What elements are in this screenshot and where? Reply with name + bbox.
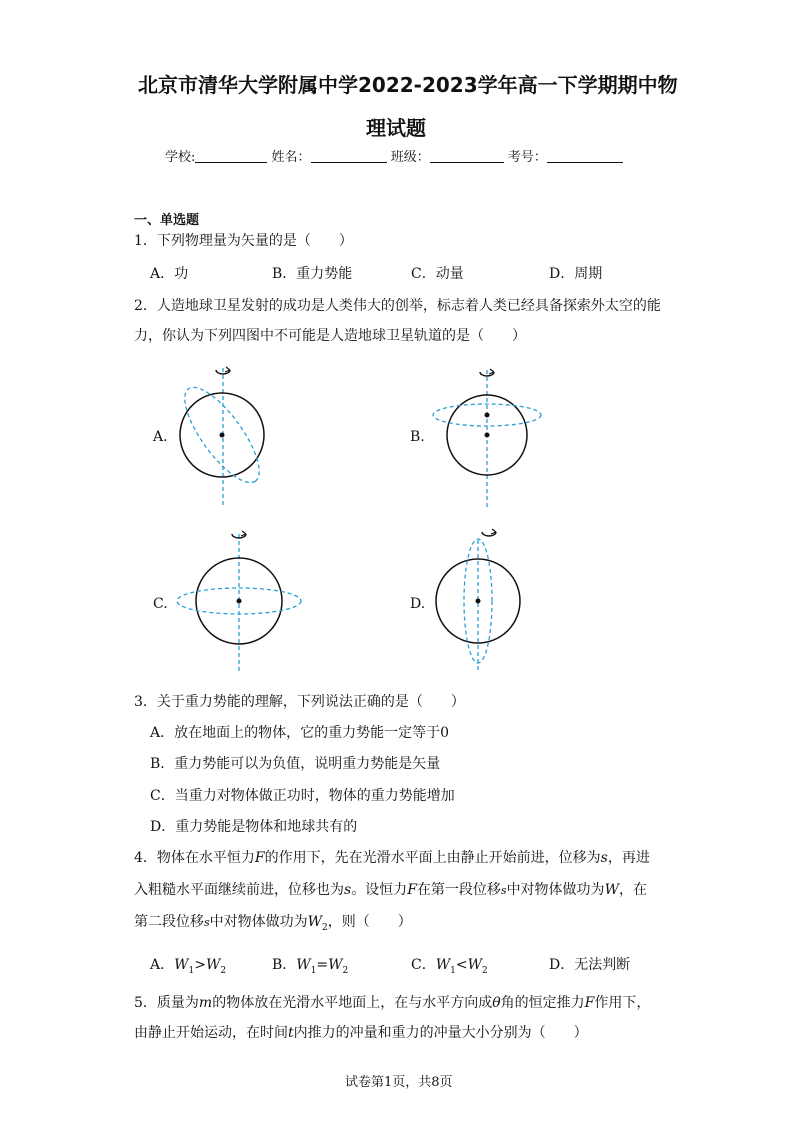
q5-l1d: 作用下， [594,995,651,1011]
q4-opt-a-label: A． [150,957,175,973]
q4-l1F: F [254,850,265,866]
q4-option-b [272,955,348,981]
q3-option-b: B．重力势能可以为负值，说明重力势能是矢量 [150,756,441,772]
q4-line-2 [134,880,647,901]
info-fields [165,146,623,165]
orbit-figure-a [170,358,280,513]
q5-line-2 [134,1023,588,1043]
q4-opt-c-label: C． [411,957,436,973]
fig-label-b: B. [410,429,425,445]
class-label: 班级： [390,150,430,165]
q1-option-a: A．功 [150,266,189,282]
q4-opt-a-w: W [174,957,189,973]
q4-option-d: D．无法判断 [549,957,631,973]
q4-opt-c-op: <W [455,957,482,973]
q5-l2b: 内推力的冲量和重力的冲量大小分别为（ ） [293,1025,588,1041]
q4-l3c: ，则（ ） [327,914,412,930]
q4-opt-b-sub2: 2 [342,965,349,976]
q4-opt-b-label: B． [272,957,297,973]
orbit-figure-b [430,365,545,515]
q5-line-1 [134,993,650,1013]
q4-l2s: s [344,882,352,898]
q4-l1c: ，再进 [607,850,650,866]
q4-l3a: 第二段位移 [134,914,204,930]
fig-label-c: C. [153,596,168,612]
q3-stem: 3．关于重力势能的理解，下列说法正确的是（ ） [134,694,465,710]
fig-label-a: A. [153,429,168,445]
q4-opt-b-w: W [296,957,311,973]
school-label: 学校: [165,150,196,165]
q1-option-d: D．周期 [549,266,603,282]
q3-option-c: C．当重力对物体做正功时，物体的重力势能增加 [150,788,455,804]
number-blank[interactable] [547,148,623,163]
q4-l2d: 中对物体做功为 [506,882,605,898]
q1-option-c: C．动量 [411,266,464,282]
q4-opt-a-sub1: 1 [188,965,195,976]
q5-l2t: t [288,1025,294,1041]
number-label: 考号： [507,150,547,165]
q4-line-3 [134,912,412,938]
q4-opt-c-sub1: 1 [450,965,456,976]
title-line-2: 理试题 [366,116,426,140]
q1-option-b: B．重力势能 [272,266,353,282]
orbit-figure-d [430,524,530,674]
q5-l1b: 的物体放在光滑水平地面上，在与水平方向成 [212,995,493,1011]
q4-l2c: 在第一段位移 [416,882,501,898]
q4-opt-a-op: >W [194,957,221,973]
q4-option-a [150,955,226,981]
q4-l3s: s [204,916,210,929]
fig-label-d: D. [410,596,426,612]
q4-l2F: F [407,882,417,898]
q3-option-a: A．放在地面上的物体，它的重力势能一定等于0 [150,725,450,741]
class-blank[interactable] [430,148,504,163]
q4-line-1 [134,848,650,868]
q4-l2b: 。设恒力 [351,882,408,898]
q4-l2e: ，在 [618,882,647,898]
title-line-1: 北京市清华大学附属中学2022-2023学年高一下学期期中物 [138,73,678,97]
q4-opt-a-sub2: 2 [220,965,227,976]
q4-l1b: 的作用下，先在光滑水平面上由静止开始前进，位移为 [264,850,601,866]
q2-line-1: 2．人造地球卫星发射的成功是人类伟大的创举，标志着人类已经具备探索外太空的能 [134,298,661,314]
page-footer: 试卷第1页，共8页 [345,1075,453,1090]
q4-opt-b-sub1: 1 [310,965,317,976]
q4-option-c [411,955,488,981]
q3-option-d: D．重力势能是物体和地球共有的 [150,819,358,835]
q4-opt-c-sub2: 2 [481,965,488,976]
q4-l3sub: 2 [322,922,328,933]
q4-l3b: 中对物体做功为 [209,914,308,930]
q5-l1a: 5．质量为 [134,995,199,1011]
q5-l2a: 由静止开始运动，在时间 [134,1025,288,1041]
q4-l3W: W [307,914,323,930]
q5-l1t: θ [492,995,501,1011]
name-blank[interactable] [311,148,387,163]
orbit-figure-c [175,524,305,679]
q4-opt-b-op: =W [316,957,343,973]
q5-l1c: 角的恒定推力 [500,995,585,1011]
q4-l1s: s [600,850,608,866]
q1-stem: 1．下列物理量为矢量的是（ ） [134,233,353,249]
q5-l1F: F [584,995,595,1011]
q4-l2a: 入粗糙水平面继续前进，位移也为 [134,882,344,898]
q4-opt-c-w: W [435,957,451,973]
q5-l1m: m [198,995,213,1011]
name-label: 姓名： [271,150,311,165]
q4-l1a: 4．物体在水平恒力 [134,850,255,866]
school-blank[interactable] [195,148,267,163]
q2-line-2: 力，你认为下列四图中不可能是人造地球卫星轨道的是（ ） [134,328,526,344]
q4-l2W: W [604,882,619,898]
q4-l2s2: s [500,884,507,897]
section-heading: 一、单选题 [134,213,200,228]
